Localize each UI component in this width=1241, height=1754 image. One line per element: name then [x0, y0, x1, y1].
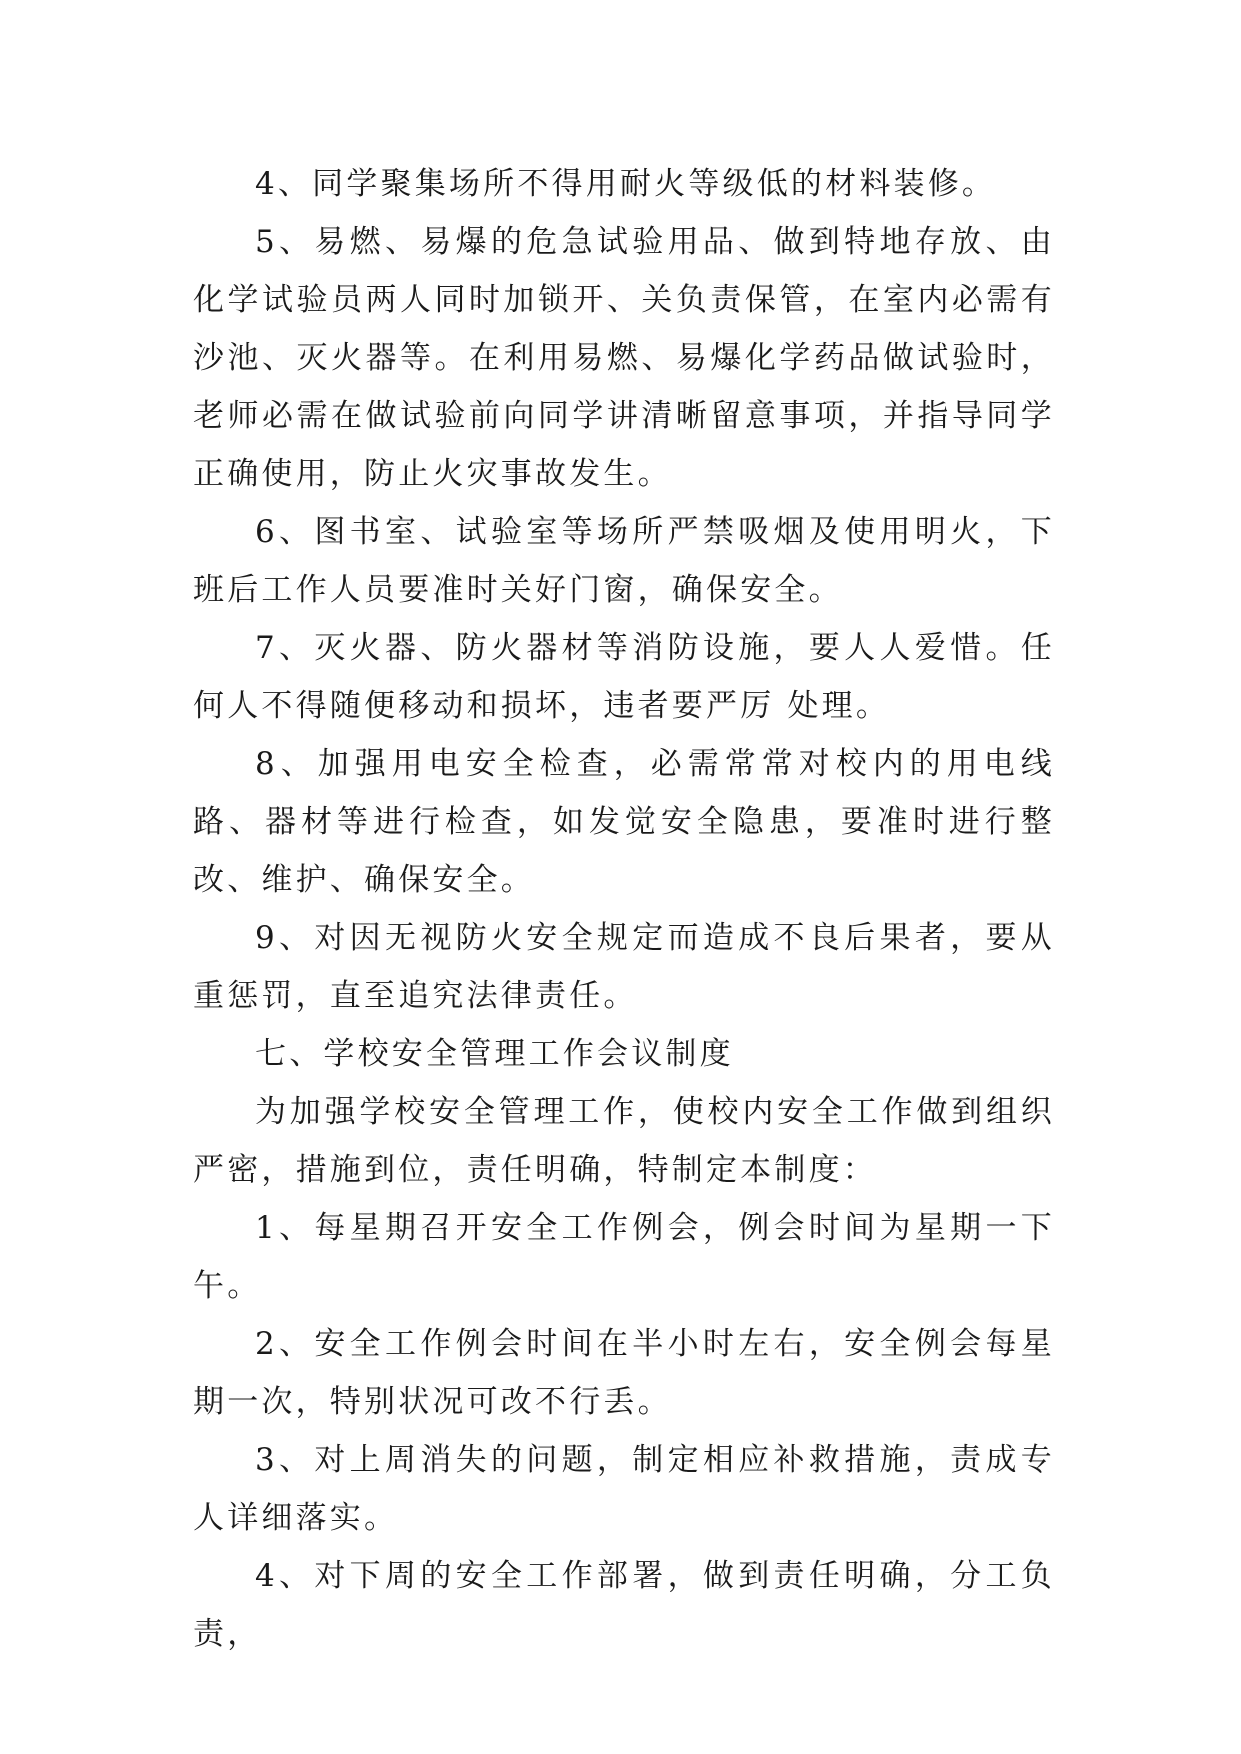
- section-heading-meeting-system: 七、学校安全管理工作会议制度: [255, 1036, 734, 1072]
- paragraph-fire-item-4: 4、同学聚集场所不得用耐火等级低的材料装修。: [255, 166, 997, 202]
- paragraph-meeting-item-3: 3、对上周消失的问题，制定相应补救措施，责成专人详细落实。: [193, 1442, 1055, 1536]
- paragraph-meeting-item-1: 1、每星期召开安全工作例会，例会时间为星期一下午。: [193, 1210, 1055, 1304]
- document-body: [193, 155, 1055, 1663]
- paragraph-meeting-intro: 为加强学校安全管理工作，使校内安全工作做到组织严密，措施到位，责任明确，特制定本制度：: [193, 1094, 1055, 1188]
- paragraph-fire-item-9: 9、对因无视防火安全规定而造成不良后果者，要从重惩罚，直至追究法律责任。: [193, 920, 1055, 1014]
- paragraph-meeting-item-2: 2、安全工作例会时间在半小时左右，安全例会每星期一次，特别状况可改不行丢。: [193, 1326, 1055, 1420]
- paragraph-fire-item-7: 7、灭火器、防火器材等消防设施，要人人爱惜。任何人不得随便移动和损坏，违者要严厉 处理。: [193, 630, 1055, 724]
- paragraph-fire-item-6: 6、图书室、试验室等场所严禁吸烟及使用明火，下班后工作人员要准时关好门窗，确保安全。: [193, 514, 1055, 608]
- paragraph-fire-item-8: 8、加强用电安全检查，必需常常对校内的用电线路、器材等进行检查，如发觉安全隐患，要准时进行整改、维护、确保安全。: [193, 746, 1055, 898]
- paragraph-fire-item-5: 5、易燃、易爆的危急试验用品、做到特地存放、由化学试验员两人同时加锁开、关负责保管，在室内必需有沙池、灭火器等。在利用易燃、易爆化学药品做试验时，老师必需在做试验前向同学讲清晰留意事项，并指导同学正确使用，防止火灾事故发生。: [193, 224, 1055, 492]
- paragraph-meeting-item-4: 4、对下周的安全工作部署，做到责任明确，分工负责，: [193, 1558, 1055, 1652]
